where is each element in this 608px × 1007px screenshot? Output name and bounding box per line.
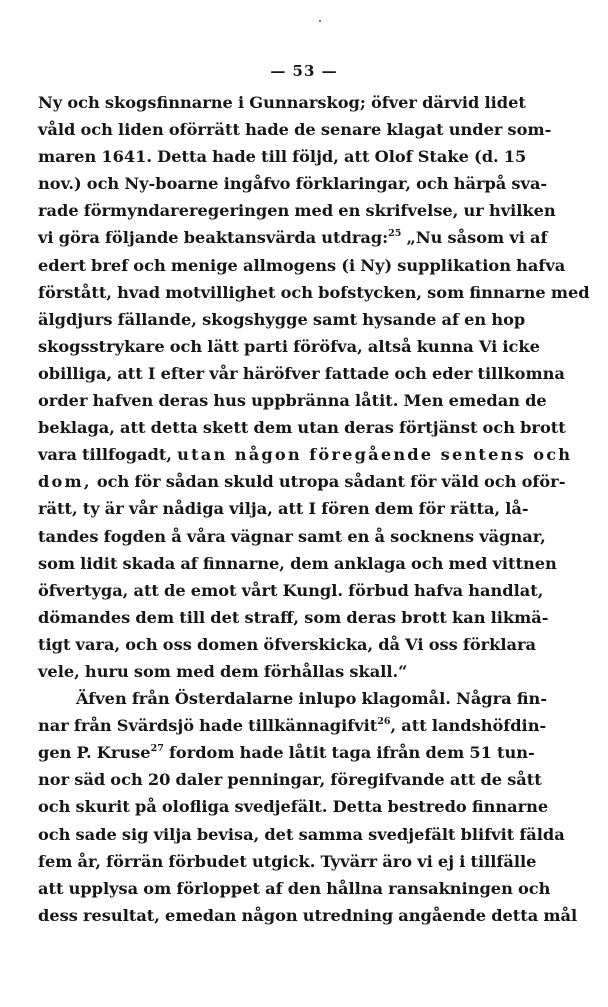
line-text: tandes fogden å våra vägnar samt en å socknens vägnar, bbox=[38, 526, 546, 546]
line-text: rade förmyndareregeringen med en skrifvelse, ur hvilken bbox=[38, 201, 556, 221]
line-text: att upplysa om förloppet af den hållna ransakningen och bbox=[38, 878, 551, 898]
line-text: och skurit på olofliga svedjefält. Detta bestredo finnarne bbox=[38, 797, 549, 817]
text-line bbox=[38, 360, 565, 387]
text-line bbox=[38, 739, 535, 766]
line-text: öfvertyga, att de emot vårt Kungl. förbud hafva handlat, bbox=[38, 580, 544, 600]
footnote-marker: 25 bbox=[388, 228, 402, 240]
line-text: edert bref och menige allmogens (i Ny) supplikation hafva bbox=[38, 255, 566, 275]
text-line bbox=[38, 197, 556, 224]
text-line bbox=[38, 306, 526, 333]
line-text: vara tillfogadt, bbox=[38, 445, 178, 465]
text-line bbox=[38, 523, 546, 550]
line-text: tigt vara, och oss domen öfverskicka, då Vi oss förklara bbox=[38, 634, 537, 654]
text-line bbox=[38, 224, 548, 251]
text-line bbox=[38, 658, 513, 685]
line-text: och för sådan skuld utropa sådant för väld och oför- bbox=[91, 472, 566, 492]
text-line bbox=[38, 793, 549, 820]
line-text: Ny och skogsfinnarne i Gunnarskog; öfver därvid lidet bbox=[38, 93, 526, 112]
line-text: , att landshöfdin- bbox=[390, 716, 547, 736]
line-text: och sade sig vilja bevisa, det samma svedjefält blifvit fälda bbox=[38, 824, 565, 844]
spaced-text: dom, bbox=[38, 472, 92, 492]
line-text: som lidit skada af finnarne, dem anklaga och med vittnen bbox=[38, 553, 557, 573]
line-text: gen P. Kruse bbox=[38, 743, 151, 763]
line-text: fordom hade låtit taga ifrån dem 51 tun- bbox=[163, 743, 535, 763]
text-line bbox=[38, 170, 548, 197]
text-line bbox=[38, 468, 566, 495]
line-text: Äfven från Österdalarne inlupo klagomål. Några fin- bbox=[76, 689, 548, 709]
text-line bbox=[38, 414, 566, 441]
text-line bbox=[38, 875, 551, 902]
line-text: vele, huru som med dem förhållas skall.“ bbox=[38, 661, 408, 681]
text-line bbox=[38, 116, 552, 143]
footnote-marker: 27 bbox=[150, 743, 164, 755]
text-line bbox=[38, 441, 573, 468]
text-line bbox=[38, 89, 526, 116]
text-line bbox=[38, 495, 529, 522]
line-text: vi göra följande beaktansvärda utdrag: bbox=[38, 228, 389, 248]
text-line bbox=[38, 902, 578, 929]
line-text: beklaga, att detta skett dem utan deras förtjänst och brott bbox=[38, 418, 566, 438]
text-line bbox=[38, 848, 537, 875]
body-text bbox=[38, 89, 590, 929]
text-line bbox=[38, 712, 547, 739]
line-text: nov.) och Ny-boarne ingåfvo förklaringar, och härpå sva- bbox=[38, 174, 548, 194]
line-text: nar från Svärdsjö hade tillkännagifvit bbox=[38, 716, 378, 736]
text-line bbox=[38, 604, 549, 631]
line-text: obilliga, att I efter vår häröfver fattade och eder tillkomna bbox=[38, 363, 565, 383]
scan-speck bbox=[319, 20, 321, 22]
page-number: — 53 — bbox=[270, 62, 338, 80]
line-text: förstått, hvad motvillighet och bofstycken, som finnarne med bbox=[38, 282, 590, 302]
line-text: våld och liden oförrätt hade de senare klagat under som- bbox=[38, 120, 552, 140]
text-line bbox=[38, 631, 537, 658]
text-line bbox=[38, 821, 565, 848]
text-line bbox=[38, 685, 548, 712]
line-text: fem år, förrän förbudet utgick. Tyvärr äro vi ej i tillfälle bbox=[38, 851, 537, 871]
line-text: order hafven deras hus uppbränna låtit. Men emedan de bbox=[38, 391, 547, 411]
line-text: nor säd och 20 daler penningar, föregifvande att de sått bbox=[38, 770, 542, 790]
spaced-text: utan någon föregående sentens och bbox=[177, 445, 573, 465]
line-text: älgdjurs fällande, skogshygge samt hysande af en hop bbox=[38, 309, 526, 329]
text-line bbox=[38, 766, 542, 793]
line-text: skogsstrykare och lätt parti föröfva, altså kunna Vi icke bbox=[38, 336, 540, 356]
line-text: dömandes dem till det straff, som deras brott kan likmä- bbox=[38, 607, 549, 627]
line-text: „Nu såsom vi af bbox=[401, 228, 548, 248]
text-line bbox=[38, 333, 540, 360]
text-line bbox=[38, 387, 547, 414]
text-line bbox=[38, 279, 590, 306]
line-text: maren 1641. Detta hade till följd, att Olof Stake (d. 15 bbox=[38, 147, 527, 167]
line-text: rätt, ty är vår nådiga vilja, att I fören dem för rätta, lå- bbox=[38, 499, 529, 519]
footnote-marker: 26 bbox=[377, 716, 391, 728]
text-line bbox=[38, 550, 557, 577]
text-line bbox=[38, 577, 544, 604]
line-text: dess resultat, emedan någon utredning angående detta mål bbox=[38, 905, 578, 925]
text-line bbox=[38, 252, 566, 279]
text-line bbox=[38, 143, 527, 170]
